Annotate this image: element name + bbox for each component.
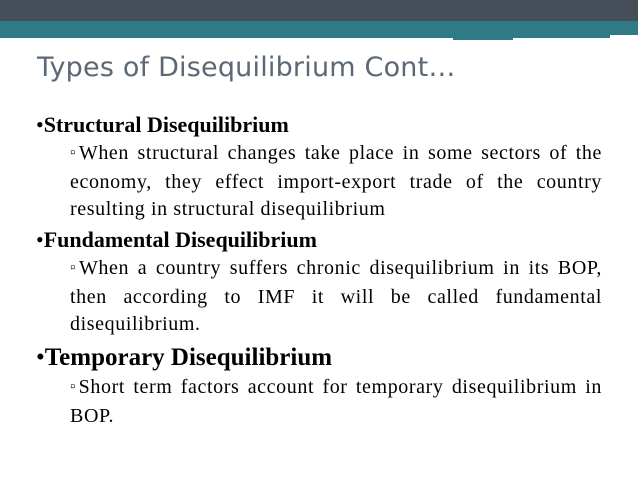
bullet-marker: •: [36, 227, 44, 252]
sub-bullet-marker: ▫: [70, 145, 79, 161]
section-heading-label: Structural Disequilibrium: [43, 112, 289, 137]
section-body-text: When structural changes take place in some sectors of the economy, they effect import-export trade of the country resulting in structural disequilibrium: [70, 142, 602, 220]
section-heading-fundamental: [36, 225, 602, 255]
accent-decorative-notch: [453, 38, 513, 40]
section-heading-label: Fundamental Disequilibrium: [43, 227, 317, 252]
section-heading-label: Temporary Disequilibrium: [44, 344, 333, 371]
accent-decorative-bar: [0, 21, 638, 35]
sub-bullet-marker: ▫: [70, 260, 79, 276]
bullet-marker: •: [36, 344, 45, 371]
section-body-temporary: [70, 374, 602, 430]
slide-content: [36, 110, 602, 430]
bullet-marker: •: [36, 112, 44, 137]
accent-decorative-line: [0, 35, 610, 38]
section-body-text: When a country suffers chronic disequilibrium in its BOP, then according to IMF it will be called fundamental disequilibrium.: [70, 257, 602, 335]
section-body-structural: [70, 140, 602, 223]
sub-bullet-marker: ▫: [70, 379, 79, 395]
slide-title: Types of Disequilibrium Cont…: [37, 52, 456, 83]
section-heading-structural: [36, 110, 602, 140]
section-body-fundamental: [70, 255, 602, 338]
section-heading-temporary: [36, 342, 602, 374]
section-body-text: Short term factors account for temporary disequilibrium in BOP.: [70, 376, 602, 427]
top-decorative-bar: [0, 0, 638, 21]
